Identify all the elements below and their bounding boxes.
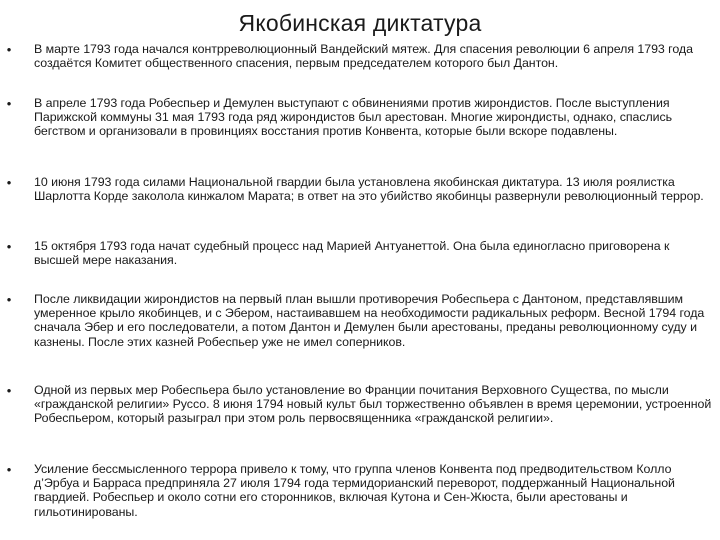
bullet-text: В апреле 1793 года Робеспьер и Демулен выступают с обвинениями против жирондистов. После выступления Парижской коммуны 31 мая 1793 года ряд жирондистов был арестован. Многие жирондисты, однако, спаслись бегством и организовали в провинциях восстания против Конвента, которые были вскоре подавлены. (34, 96, 673, 139)
bullet-text: В марте 1793 года начался контрреволюционный Вандейский мятеж. Для спасения революции 6 апреля 1793 года создаётся Комитет общественного спасения, первым председателем которого был Дантон. (34, 42, 693, 71)
bullet-text: 15 октября 1793 года начат судебный процесс над Марией Антуанеттой. Она была единогласно приговорена к высшей мере наказания. (34, 239, 670, 268)
bullet-marker: • (6, 42, 12, 57)
bullet-marker: • (6, 292, 12, 307)
slide-title: Якобинская диктатура (238, 10, 482, 36)
bullet-marker: • (6, 96, 12, 111)
bullet-marker: • (6, 462, 12, 477)
bullet-marker: • (6, 239, 12, 254)
bullet-text: После ликвидации жирондистов на первый план вышли противоречия Робеспьера с Дантоном, представлявшим умеренное крыло якобинцев, и с Эбером, настаивавшем на необходимости радикальных реформ. Весной 1794 года сначала Эбер и его последователи, а потом Дантон и Демулен были арестованы, преданы революционному суду и казнены. После этих казней Робеспьер уже не имел соперников. (34, 292, 705, 349)
bullet-marker: • (6, 175, 12, 190)
bullet-text: Усиление бессмысленного террора привело к тому, что группа членов Конвента под предводительством Колло д’Эрбуа и Барраса предприняла 27 июля 1794 года термидорианский переворот, поддержанный Национальной гвардией. Робеспьер и около сотни его сторонников, включая Кутона и Сен-Жюста, были арестованы и гильотинированы. (34, 462, 675, 519)
bullet-text: 10 июня 1793 года силами Национальной гвардии была установлена якобинская диктатура. 13 июля роялистка Шарлотта Корде заколола кинжалом Марата; в ответ на это убийство якобинцы развернули революционный террор. (34, 175, 704, 204)
bullet-marker: • (6, 383, 12, 398)
bullet-text: Одной из первых мер Робеспьера было установление во Франции почитания Верховного Существа, по мысли «гражданской религии» Руссо. 8 июня 1794 новый культ был торжественно объявлен в время церемонии, устроенной Робеспьером, который разыграл при этом роль первосвященника «гражданской религии». (34, 383, 712, 426)
